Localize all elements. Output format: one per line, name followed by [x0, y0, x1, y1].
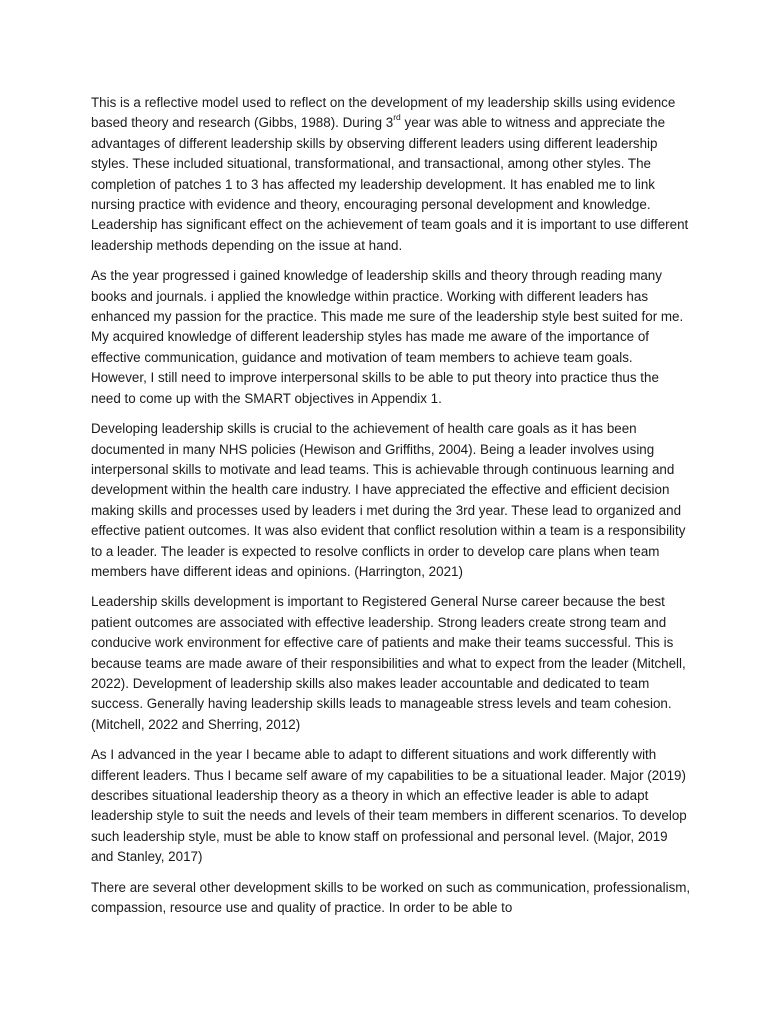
paragraph-6-text: There are several other development skills to be worked on such as communication, professionalism, compassion, resource use and quality of practice. In order to be able to: [91, 879, 691, 916]
paragraph-2: [91, 266, 691, 409]
paragraph-5-text: As I advanced in the year I became able to adapt to different situations and work differently with different leaders. Thus I became self aware of my capabilities to be a situational leader. Major (2019) describes situational leadership theory as a theory in which an effective leader is able to adapt leadership style to suit the needs and levels of their team members in different scenarios. To develop such leadership style, must be able to know staff on professional and personal level. (Major, 2019 and Stanley, 2017): [91, 747, 687, 865]
paragraph-4-text: Leadership skills development is important to Registered General Nurse career because the best patient outcomes are associated with effective leadership. Strong leaders create strong team and conducive work environment for effective care of patients and make their teams successful. This is because teams are made aware of their responsibilities and what to expect from the leader (Mitchell, 2022). Development of leadership skills also makes leader accountable and dedicated to team success. Generally having leadership skills leads to manageable stress levels and team cohesion. (Mitchell, 2022 and Sherring, 2012): [91, 594, 686, 732]
paragraph-1: [91, 93, 691, 256]
paragraph-1-text: This is a reflective model used to reflect on the development of my leadership skills using evidence based theory and research (Gibbs, 1988). During 3: [91, 95, 676, 131]
paragraph-6: [91, 878, 691, 919]
paragraph-3-text: Developing leadership skills is crucial to the achievement of health care goals as it has been documented in many NHS policies (Hewison and Griffiths, 2004). Being a leader involves using interpersonal skills to motivate and lead teams. This is achievable through continuous learning and development within the health care industry. I have appreciated the effective and efficient decision making skills and processes used by leaders i met during the 3rd year. These lead to organized and effective patient outcomes. It was also evident that conflict resolution within a team is a responsibility to a leader. The leader is expected to resolve conflicts in order to develop care plans when team members have different ideas and opinions. (Harrington, 2021): [91, 421, 686, 579]
paragraph-5: [91, 745, 691, 867]
document-page: [91, 93, 691, 928]
paragraph-3: [91, 419, 691, 582]
paragraph-4: [91, 592, 691, 735]
paragraph-2-text: As the year progressed i gained knowledge of leadership skills and theory through reading many books and journals. i applied the knowledge within practice. Working with different leaders has enhanced my passion for the practice. This made me sure of the leadership style best suited for me. My acquired knowledge of different leadership styles has made me aware of the importance of effective communication, guidance and motivation of team members to achieve team goals. However, I still need to improve interpersonal skills to be able to put theory into practice thus the need to come up with the SMART objectives in Appendix 1.: [91, 268, 684, 406]
paragraph-1-text-continued: year was able to witness and appreciate the advantages of different leadership skills by observing different leaders using different leadership styles. These included situational, transformational, and transactional, among other styles. The completion of patches 1 to 3 has affected my leadership development. It has enabled me to link nursing practice with evidence and theory, encouraging personal development and knowledge. Leadership has significant effect on the achievement of team goals and it is important to use different leadership methods depending on the issue at hand.: [91, 115, 689, 253]
ordinal-superscript: rd: [393, 112, 401, 123]
